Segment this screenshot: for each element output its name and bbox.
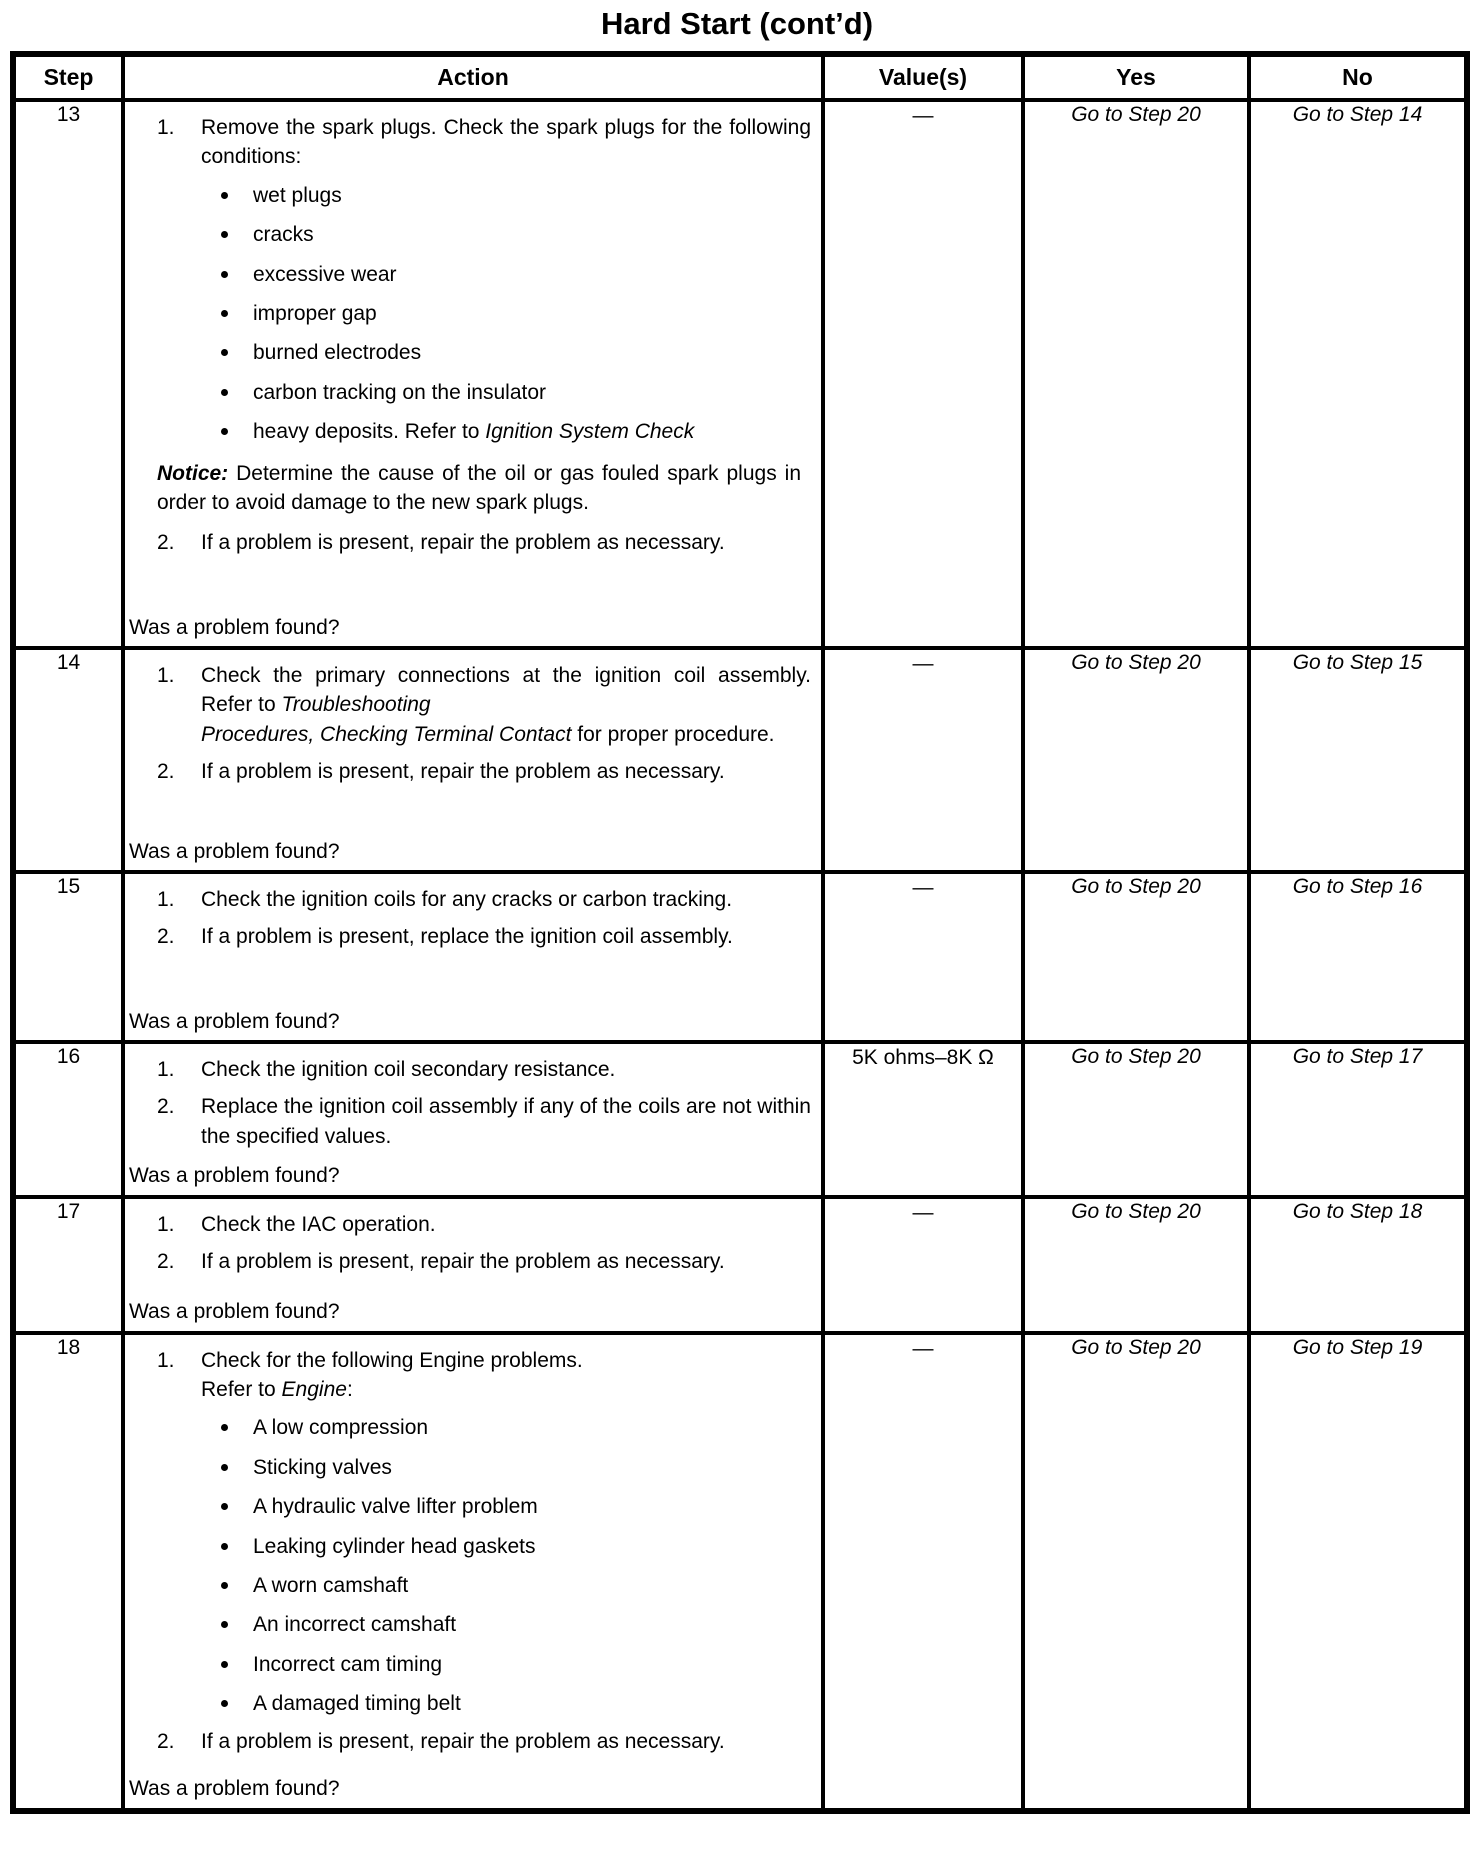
value-text: — [912,876,934,899]
bullet-item [221,1610,811,1639]
value-cell [823,1197,1023,1333]
value-text: 5K ohms–8K Ω [852,1046,994,1069]
action-item [157,1346,811,1405]
bullet-text [253,220,314,249]
text-run: Was a problem found? [129,1009,340,1033]
action-item [157,661,811,749]
goto-yes-text: Go to Step 20 [1071,1335,1201,1359]
table-body [13,100,1467,1811]
text-run: Check the ignition coil secondary resistance. [201,1058,616,1081]
text-run: carbon tracking on the insulator [253,380,547,404]
item-number: 2. [157,1730,175,1754]
table-row [13,100,1467,648]
action-content [125,1199,821,1331]
text-run: If a problem is present, replace the ignition coil assembly. [201,925,733,949]
goto-no-text: Go to Step 18 [1292,1199,1423,1223]
bullet-text [253,1650,442,1679]
notice-text [157,459,801,518]
action-cell [123,648,823,872]
bullet-dot-icon [221,1424,228,1431]
value-cell [823,100,1023,648]
item-text [201,528,811,557]
bullet-text [253,1453,392,1482]
yes-cell [1023,648,1249,872]
step-cell [13,100,123,648]
table-row [13,1197,1467,1333]
text-run: Was a problem found? [129,1300,340,1324]
bullet-text [253,1413,428,1442]
item-number: 1. [157,888,175,911]
value-text: — [912,1336,934,1360]
step-cell [13,1333,123,1811]
step-number: 16 [56,1045,81,1068]
table-header [13,54,1467,100]
bullet-text [253,260,397,289]
bullet-text [253,1689,461,1718]
item-text [201,1247,811,1276]
text-run: burned electrodes [253,341,422,365]
value-cell [823,648,1023,872]
table-row [13,872,1467,1042]
text-run: If a problem is present, repair the problem as necessary. [201,760,725,784]
value-cell [823,1042,1023,1197]
bullet-text [253,1571,408,1600]
text-run: If a problem is present, repair the problem as necessary. [201,1730,725,1754]
text-run: Determine the cause of the oil or gas fouled spark plugs in order to avoid damage to the new spark plugs. [157,461,801,514]
step-number: 18 [56,1335,81,1359]
text-run: Check the primary connections at the ignition coil assembly. Refer to [201,664,811,717]
action-content [125,102,821,646]
item-text [201,661,811,749]
bullet-dot-icon [221,231,228,238]
step-number: 14 [56,651,81,674]
text-run: Procedures, Checking Terminal Contact [201,722,572,746]
text-run: A hydraulic valve lifter problem [253,1495,538,1519]
bullet-dot-icon [221,310,228,317]
bullet-item [221,1650,811,1679]
value-text: — [912,652,934,675]
no-cell [1249,872,1467,1042]
bullet-text [253,1492,538,1521]
no-cell [1249,1197,1467,1333]
item-text [201,1092,811,1151]
text-run: Was a problem found? [129,1164,340,1188]
text-run: : [346,1377,353,1401]
text-run: wet plugs [253,183,342,207]
yes-cell [1023,1333,1249,1811]
value-cell [823,872,1023,1042]
text-run: Sticking valves [253,1455,392,1479]
no-cell [1249,1042,1467,1197]
goto-no-text: Go to Step 16 [1292,875,1423,898]
step-cell [13,872,123,1042]
header-action: Action [123,54,823,100]
text-run: Check the ignition coils for any cracks or carbon tracking. [201,888,733,911]
bullet-item [221,299,811,328]
bullet-item [221,1689,811,1718]
yes-cell [1023,1197,1249,1333]
bullet-item [221,417,811,446]
action-content [125,1044,821,1195]
text-run: Was a problem found? [129,839,340,863]
no-cell [1249,648,1467,872]
item-number: 1. [157,116,175,139]
item-text [201,922,811,951]
item-text [201,1727,811,1756]
step-number: 15 [56,875,81,898]
goto-no-text: Go to Step 17 [1292,1045,1423,1068]
text-run: Check the IAC operation. [201,1212,436,1236]
question-text [129,831,811,866]
action-item [157,1092,811,1151]
goto-yes-text: Go to Step 20 [1071,875,1201,898]
action-item [157,528,811,557]
item-number: 1. [157,1348,175,1372]
action-item [157,1210,811,1239]
bullet-dot-icon [221,1582,228,1589]
goto-no-text: Go to Step 19 [1292,1335,1423,1359]
goto-yes-text: Go to Step 20 [1071,651,1201,674]
text-run: Ignition System Check [485,420,695,444]
bullet-dot-icon [221,1503,228,1510]
value-text: — [912,104,934,127]
bullet-dot-icon [221,192,228,199]
text-run: Remove the spark plugs. Check the spark plugs for the following conditions: [201,116,811,169]
item-text [201,1346,811,1405]
text-run: Incorrect cam timing [253,1652,443,1676]
action-item [157,757,811,786]
yes-cell [1023,1042,1249,1197]
procedure-table [10,51,1470,1814]
text-run: heavy deposits. Refer to [253,420,486,444]
action-cell [123,100,823,648]
question-text [129,1768,811,1803]
text-run: excessive wear [253,262,397,286]
bullet-dot-icon [221,1543,228,1550]
goto-yes-text: Go to Step 20 [1071,103,1201,126]
goto-no-text: Go to Step 14 [1292,103,1423,126]
text-run: Replace the ignition coil assembly if any of the coils are not within the specified values. [201,1095,811,1148]
text-run: A damaged timing belt [253,1692,461,1716]
bullet-item [221,1413,811,1442]
bullet-text [253,378,546,407]
item-number: 2. [157,1095,175,1119]
item-number: 2. [157,760,175,784]
goto-no-text: Go to Step 15 [1292,651,1423,674]
text-run: Was a problem found? [129,1777,340,1801]
yes-cell [1023,872,1249,1042]
bullet-item [221,1492,811,1521]
step-cell [13,648,123,872]
bullet-dot-icon [221,389,228,396]
action-cell [123,1333,823,1811]
bullet-item [221,260,811,289]
question-text [129,1001,811,1036]
bullet-item [221,338,811,367]
header-no: No [1249,54,1467,100]
item-text [201,757,811,786]
table-row [13,648,1467,872]
text-run: cracks [253,223,314,247]
text-run: Check for the following Engine problems. [201,1348,583,1372]
action-content [125,874,821,1040]
table-row [13,1042,1467,1197]
bullet-text [253,338,421,367]
action-item [157,885,811,914]
action-cell [123,1042,823,1197]
bullet-item [221,378,811,407]
action-item [157,1727,811,1756]
item-number: 1. [157,1058,175,1081]
no-cell [1249,1333,1467,1811]
text-run: Troubleshooting [281,693,431,717]
action-item [157,922,811,951]
text-run: A low compression [253,1416,429,1440]
bullet-item [221,1532,811,1561]
bullet-dot-icon [221,271,228,278]
page-title: Hard Start (cont’d) [600,6,874,41]
bullet-text [253,1610,456,1639]
text-run: Notice: [157,461,229,485]
step-number: 17 [56,1199,81,1223]
action-item [157,113,811,172]
text-run: A worn camshaft [253,1573,409,1597]
action-item [157,1247,811,1276]
question-text [129,1291,811,1326]
item-text [201,1210,811,1239]
table-row [13,1333,1467,1811]
item-text [201,885,811,914]
value-text: — [912,1200,934,1224]
action-content [125,650,821,870]
bullet-dot-icon [221,1464,228,1471]
item-number: 2. [157,531,175,555]
text-run: Was a problem found? [129,615,340,639]
step-number: 13 [56,103,81,126]
bullet-text [253,417,694,446]
item-number: 1. [157,1212,175,1236]
item-number: 1. [157,664,175,687]
text-run: An incorrect camshaft [253,1613,457,1637]
text-run: Engine [281,1377,347,1401]
bullet-dot-icon [221,349,228,356]
action-cell [123,872,823,1042]
bullet-dot-icon [221,1621,228,1628]
yes-cell [1023,100,1249,648]
item-number: 2. [157,925,175,949]
bullet-item [221,1453,811,1482]
item-number: 2. [157,1249,175,1273]
no-cell [1249,100,1467,648]
text-run: If a problem is present, repair the problem as necessary. [201,1249,725,1273]
question-text [129,1155,811,1190]
action-content [125,1335,821,1808]
bullet-dot-icon [221,1661,228,1668]
step-cell [13,1042,123,1197]
bullet-item [221,220,811,249]
question-text [129,607,811,642]
text-run: If a problem is present, repair the problem as necessary. [201,531,725,555]
bullet-text [253,1532,536,1561]
goto-yes-text: Go to Step 20 [1071,1045,1201,1068]
header-row [13,54,1467,100]
text-run: Leaking cylinder head gaskets [253,1534,536,1558]
bullet-dot-icon [221,428,228,435]
action-cell [123,1197,823,1333]
item-text [201,1055,811,1084]
bullet-item [221,181,811,210]
item-text [201,113,811,172]
text-run: for proper procedure. [571,722,775,746]
bullet-item [221,1571,811,1600]
text-run: improper gap [253,301,377,325]
goto-yes-text: Go to Step 20 [1071,1199,1201,1223]
header-step: Step [13,54,123,100]
header-yes: Yes [1023,54,1249,100]
header-values: Value(s) [823,54,1023,100]
action-item [157,1055,811,1084]
text-run: Refer to [201,1377,282,1401]
step-cell [13,1197,123,1333]
bullet-text [253,299,377,328]
bullet-dot-icon [221,1700,228,1707]
value-cell [823,1333,1023,1811]
bullet-text [253,181,342,210]
